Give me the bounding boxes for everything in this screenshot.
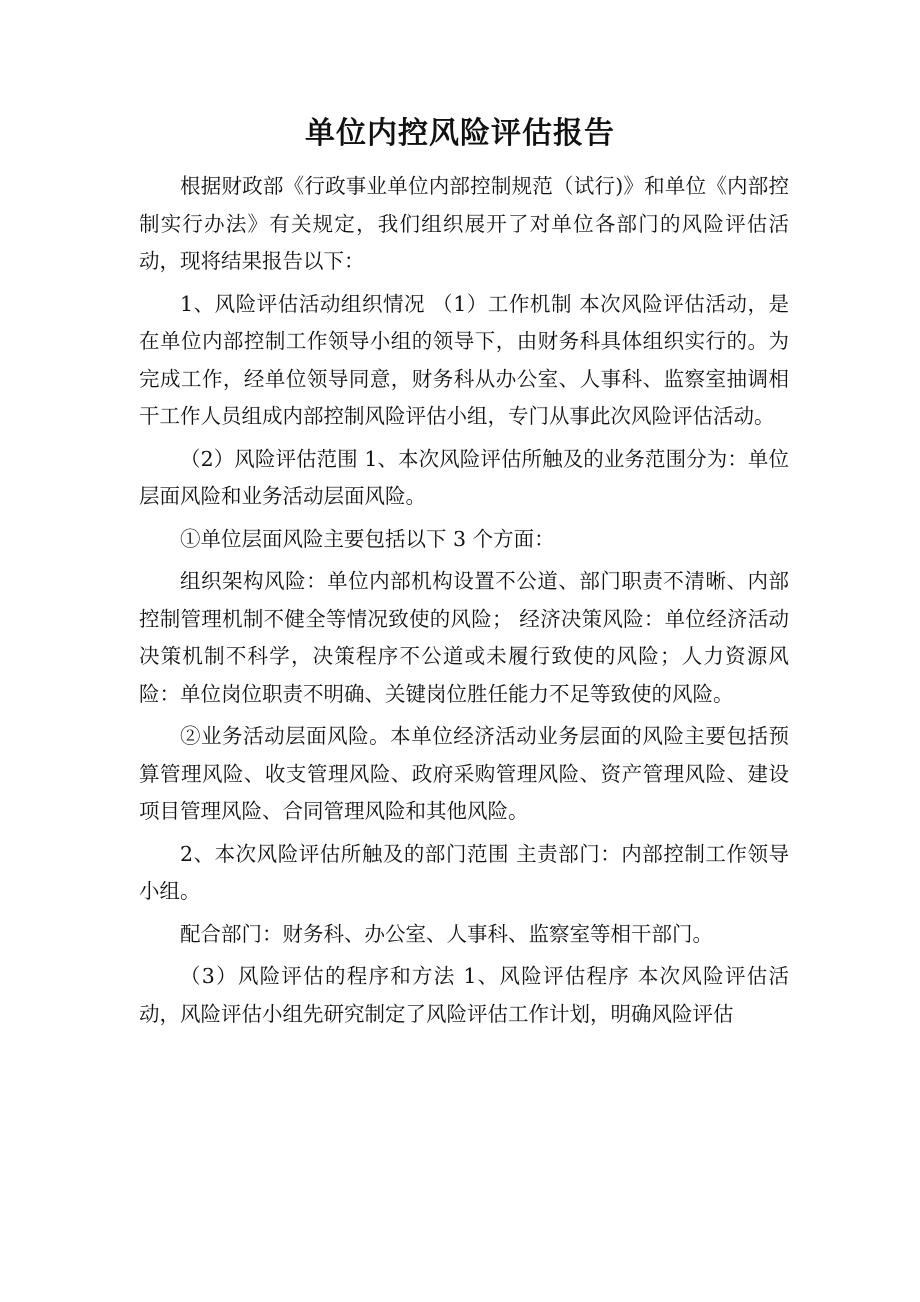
paragraph-business-level-risks: ②业务活动层面风险。本单位经济活动业务层面的风险主要包括预算管理风险、收支管理风险、政府采购管理风险、资产管理风险、建设项目管理风险、合同管理风险和其他风险。 xyxy=(139,724,789,823)
paragraph-unit-level-risks: 组织架构风险：单位内部机构设置不公道、部门职责不清晰、内部控制管理机制不健全等情况致使的风险； 经济决策风险：单位经济活动决策机制不科学，决策程序不公道或未履行致使的风险；人力资源风险：单位岗位职责不明确、关键岗位胜任能力不足等致使的风险。 xyxy=(139,569,789,706)
paragraph-procedure-method: （3）风险评估的程序和方法 1、风险评估程序 本次风险评估活动，风险评估小组先研究制定了风险评估工作计划，明确风险评估 xyxy=(139,964,789,1026)
paragraph-organization: 1、风险评估活动组织情况 （1）工作机制 本次风险评估活动，是在单位内部控制工作领导小组的领导下，由财务科具体组织实行的。为完成工作，经单位领导同意，财务科从办公室、人事科、监察室抽调相干工作人员组成内部控制风险评估小组，专门从事此次风险评估活动。 xyxy=(139,291,789,428)
paragraph-intro: 根据财政部《行政事业单位内部控制规范（试行)》和单位《内部控制实行办法》有关规定，我们组织展开了对单位各部门的风险评估活动，现将结果报告以下： xyxy=(139,174,789,273)
paragraph-cooperating-departments: 配合部门：财务科、办公室、人事科、监察室等相干部门。 xyxy=(180,921,713,946)
document-body xyxy=(139,168,789,1033)
document-title: 单位内控风险评估报告 xyxy=(305,116,615,151)
paragraph-department-scope: 2、本次风险评估所触及的部门范围 主责部门：内部控制工作领导小组。 xyxy=(139,841,789,903)
paragraph-scope: （2）风险评估范围 1、本次风险评估所触及的业务范围分为：单位层面风险和业务活动层面风险。 xyxy=(139,446,789,508)
paragraph-unit-level-heading: ①单位层面风险主要包括以下 3 个方面： xyxy=(180,526,555,551)
